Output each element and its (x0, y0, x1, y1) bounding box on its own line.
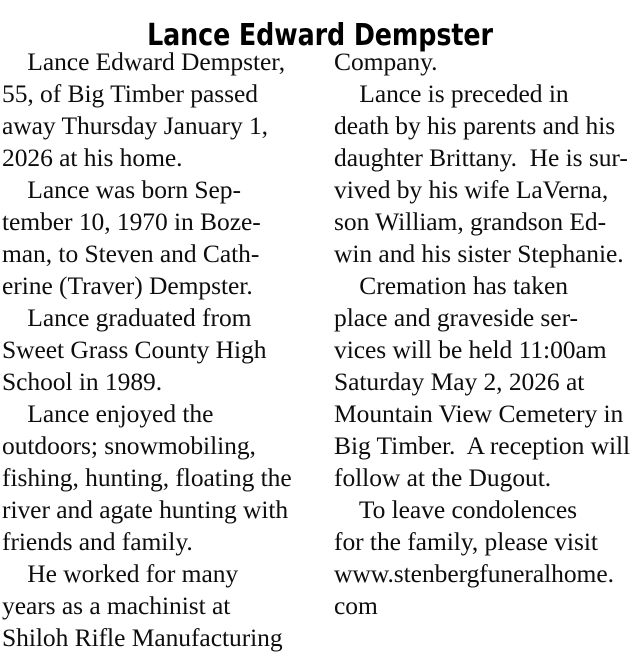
text-line: years as a machinist at (2, 591, 231, 620)
text-line: www.stenbergfuneralhome. (334, 559, 614, 588)
text-line: Lance is preceded in (334, 79, 569, 108)
text-line: friends and family. (2, 527, 193, 556)
text-line: He worked for many (2, 559, 239, 588)
text-line: Lance was born Sep- (2, 175, 241, 204)
text-line: for the family, please visit (334, 527, 598, 556)
text-line: Big Timber. A reception will (334, 431, 631, 460)
text-line: To leave condolences (334, 495, 577, 524)
text-line: Lance enjoyed the (2, 399, 214, 428)
text-line: Lance graduated from (2, 303, 252, 332)
page-title: Lance Edward Dempster (147, 18, 493, 54)
article-body (0, 46, 640, 672)
text-line: place and graveside ser- (334, 303, 578, 332)
text-line: Company. (334, 47, 438, 76)
text-line: tember 10, 1970 in Boze- (2, 207, 261, 236)
text-line: win and his sister Stephanie. (334, 239, 624, 268)
text-line: School in 1989. (2, 367, 163, 396)
text-line: man, to Steven and Cath- (2, 239, 260, 268)
text-line: Lance Edward Dempster, (2, 47, 286, 76)
text-column-right (334, 46, 640, 672)
text-line: Mountain View Cemetery in (334, 399, 624, 428)
text-line: com (334, 591, 378, 620)
text-line: Saturday May 2, 2026 at (334, 367, 585, 396)
text-line: 2026 at his home. (2, 143, 183, 172)
text-line: fishing, hunting, floating the (2, 463, 292, 492)
text-line: Sweet Grass County High (2, 335, 267, 364)
text-line: river and agate hunting with (2, 495, 289, 524)
text-line: follow at the Dugout. (334, 463, 552, 492)
text-line: Cremation has taken (334, 271, 568, 300)
text-line: 55, of Big Timber passed (2, 79, 258, 108)
text-line: away Thursday January 1, (2, 111, 269, 140)
text-line: son William, grandson Ed- (334, 207, 607, 236)
text-line: vices will be held 11:00am (334, 335, 607, 364)
text-line: erine (Traver) Dempster. (2, 271, 253, 300)
text-line: outdoors; snowmobiling, (2, 431, 256, 460)
text-line: daughter Brittany. He is sur- (334, 143, 628, 172)
text-line: Shiloh Rifle Manufacturing (2, 623, 283, 652)
text-line: vived by his wife LaVerna, (334, 175, 609, 204)
text-line: death by his parents and his (334, 111, 616, 140)
text-column-left (2, 46, 308, 672)
